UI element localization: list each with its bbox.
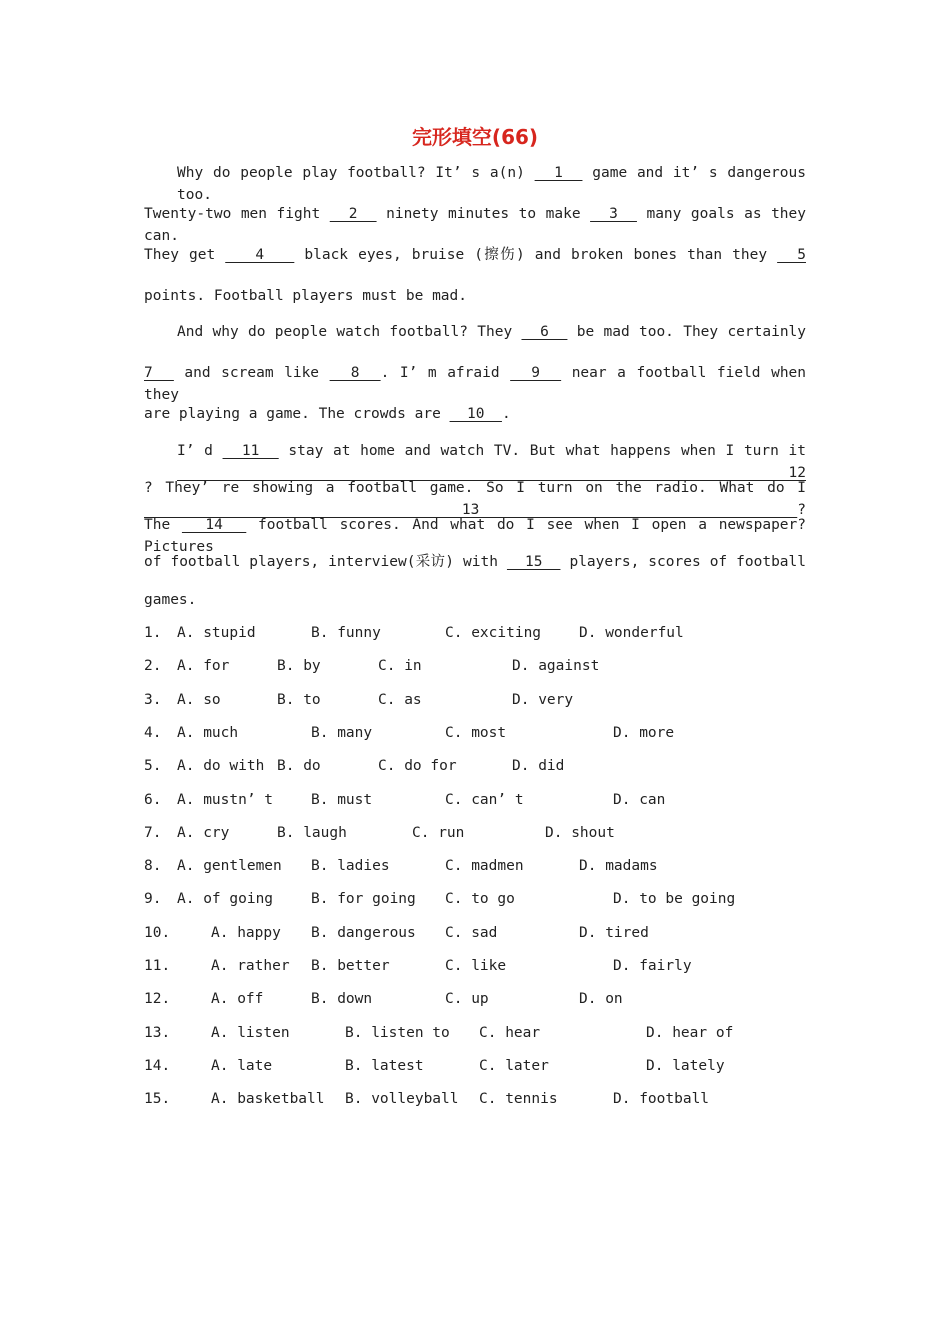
option-a: A. much [177, 724, 239, 741]
passage-line [144, 362, 807, 403]
option-a: A. off [211, 991, 264, 1008]
option-c: C. as [378, 691, 422, 708]
answer-blank: 12 [177, 465, 806, 481]
passage-text: . [501, 406, 511, 422]
question-number: 10. [144, 924, 171, 941]
passage-text: The [144, 517, 182, 533]
question-row [144, 622, 806, 644]
question-number: 8. [144, 858, 162, 875]
option-c: C. in [378, 658, 422, 675]
option-b: B. volleyball [345, 1091, 459, 1108]
answer-blank: 11 [222, 443, 279, 459]
passage-text: stay at home and watch TV. But what happens when I turn it [278, 443, 806, 459]
option-d: D. madams [579, 858, 658, 875]
option-c: C. exciting [445, 625, 542, 641]
question-number: 1. [144, 625, 162, 641]
answer-blank: 5 [777, 247, 806, 263]
passage-text: football scores. And what do I see when I open a newspaper? Pictures [144, 517, 806, 555]
passage-text: are playing a game. The crowds are [144, 406, 450, 422]
option-a: A. so [177, 691, 221, 708]
option-d: D. to be going [613, 891, 736, 908]
passage-line [177, 162, 806, 203]
option-a: A. late [211, 1057, 273, 1074]
option-a: A. for [177, 658, 230, 675]
passage-text: ? They’ re showing a football game. So I turn on the radio. What do I [144, 480, 806, 496]
question-number: 14. [144, 1057, 171, 1074]
option-b: B. down [311, 991, 373, 1008]
answer-blank: 6 [521, 324, 568, 340]
option-b: B. listen to [345, 1024, 450, 1041]
answer-blank: 13 [144, 502, 798, 518]
option-a: A. mustn’ t [177, 791, 274, 808]
option-c: C. up [445, 991, 489, 1008]
option-d: D. shout [545, 824, 615, 841]
question-number: 15. [144, 1091, 171, 1108]
answer-blank: 4 [225, 247, 295, 263]
page-title: 完形填空(66) [411, 125, 539, 149]
passage-text: They get [144, 247, 226, 263]
passage-text: near a football field when they [144, 365, 807, 403]
question-number: 12. [144, 991, 171, 1008]
passage-text: points. Football players must be mad. [144, 288, 468, 304]
question-row [144, 922, 806, 944]
option-d: D. can [613, 791, 666, 808]
option-a: A. of going [177, 891, 274, 908]
option-c: C. tennis [479, 1091, 558, 1108]
option-a: A. stupid [177, 625, 256, 641]
passage-text: I’ d [177, 443, 223, 459]
passage-line [144, 589, 806, 611]
question-number: 11. [144, 958, 171, 974]
option-c: C. sad [445, 924, 498, 941]
question-number: 2. [144, 658, 162, 675]
passage-line [144, 403, 806, 425]
option-c: C. most [445, 724, 507, 741]
answer-blank: 14 [181, 517, 247, 533]
answer-blank: 1 [534, 165, 583, 181]
question-row [144, 955, 806, 977]
answer-blank: 15 [506, 554, 561, 570]
option-c: C. like [445, 958, 507, 974]
passage-line [144, 551, 806, 573]
question-row [144, 689, 806, 711]
option-d: D. on [579, 991, 623, 1008]
answer-blank: 2 [329, 206, 377, 222]
option-b: B. many [311, 724, 373, 741]
question-number: 5. [144, 758, 162, 775]
question-row [144, 988, 806, 1010]
passage-text: players, scores of football [560, 554, 806, 570]
option-a: A. cry [177, 824, 230, 841]
option-d: D. did [512, 758, 565, 775]
passage-text: many goals as they can. [144, 206, 806, 244]
passage-text: of football players, interview(采访) with [144, 554, 507, 570]
option-c: C. can’ t [445, 791, 524, 808]
passage-text: ninety minutes to make [376, 206, 591, 222]
passage-text: Twenty-two men fight [144, 206, 330, 222]
option-b: B. latest [345, 1057, 424, 1074]
option-d: D. wonderful [579, 625, 684, 641]
passage-text: . I’ m afraid [380, 365, 511, 381]
option-d: D. lately [646, 1057, 725, 1074]
option-a: A. do with [177, 758, 265, 775]
option-c: C. later [479, 1057, 549, 1074]
passage-line [144, 477, 806, 518]
option-a: A. rather [211, 958, 290, 974]
option-a: A. gentlemen [177, 858, 282, 875]
question-row [144, 822, 806, 844]
question-row [144, 1088, 806, 1110]
passage-line [144, 244, 806, 266]
option-b: B. ladies [311, 858, 390, 875]
option-c: C. do for [378, 758, 457, 775]
question-number: 13. [144, 1024, 171, 1041]
passage-line [177, 321, 806, 343]
option-d: D. against [512, 658, 600, 675]
option-c: C. run [412, 824, 465, 841]
option-b: B. better [311, 958, 390, 974]
option-b: B. do [277, 758, 321, 775]
question-row [144, 755, 806, 777]
passage-text: black eyes, bruise (擦伤) and broken bones than they [294, 247, 778, 263]
option-b: B. dangerous [311, 924, 416, 941]
question-row [144, 1055, 806, 1077]
option-b: B. to [277, 691, 321, 708]
passage-text: ? [797, 502, 806, 518]
passage-text: be mad too. They certainly [567, 324, 807, 340]
option-b: B. laugh [277, 824, 347, 841]
question-number: 7. [144, 824, 162, 841]
option-d: D. tired [579, 924, 649, 941]
passage-text: games. [144, 592, 197, 608]
answer-blank: 8 [329, 365, 381, 381]
passage-text: game and it’ s dangerous too. [177, 165, 806, 203]
question-row [144, 888, 806, 910]
option-d: D. fairly [613, 958, 692, 974]
question-number: 4. [144, 724, 162, 741]
question-number: 9. [144, 891, 162, 908]
answer-blank: 7 [144, 365, 174, 381]
question-number: 3. [144, 691, 162, 708]
answer-blank: 9 [510, 365, 562, 381]
option-b: B. by [277, 658, 321, 675]
answer-blank: 3 [590, 206, 637, 222]
question-number: 6. [144, 791, 162, 808]
passage-line [144, 514, 806, 555]
option-a: A. listen [211, 1024, 290, 1041]
passage-text: And why do people watch football? They [177, 324, 522, 340]
option-a: A. basketball [211, 1091, 325, 1108]
question-row [144, 1022, 806, 1044]
option-d: D. more [613, 724, 675, 741]
option-c: C. hear [479, 1024, 541, 1041]
passage-line [144, 203, 806, 244]
option-a: A. happy [211, 924, 281, 941]
option-d: D. very [512, 691, 574, 708]
option-d: D. football [613, 1091, 710, 1108]
option-b: B. must [311, 791, 373, 808]
question-row [144, 789, 806, 811]
option-c: C. madmen [445, 858, 524, 875]
passage-text: and scream like [173, 365, 330, 381]
passage-line [144, 285, 806, 307]
option-c: C. to go [445, 891, 515, 908]
question-row [144, 855, 806, 877]
option-b: B. for going [311, 891, 416, 908]
option-d: D. hear of [646, 1024, 734, 1041]
question-row [144, 722, 806, 744]
answer-blank: 10 [449, 406, 502, 422]
passage-line [177, 440, 806, 481]
question-row [144, 655, 806, 677]
option-b: B. funny [311, 625, 381, 641]
passage-text: Why do people play football? It’ s a(n) [177, 165, 535, 181]
